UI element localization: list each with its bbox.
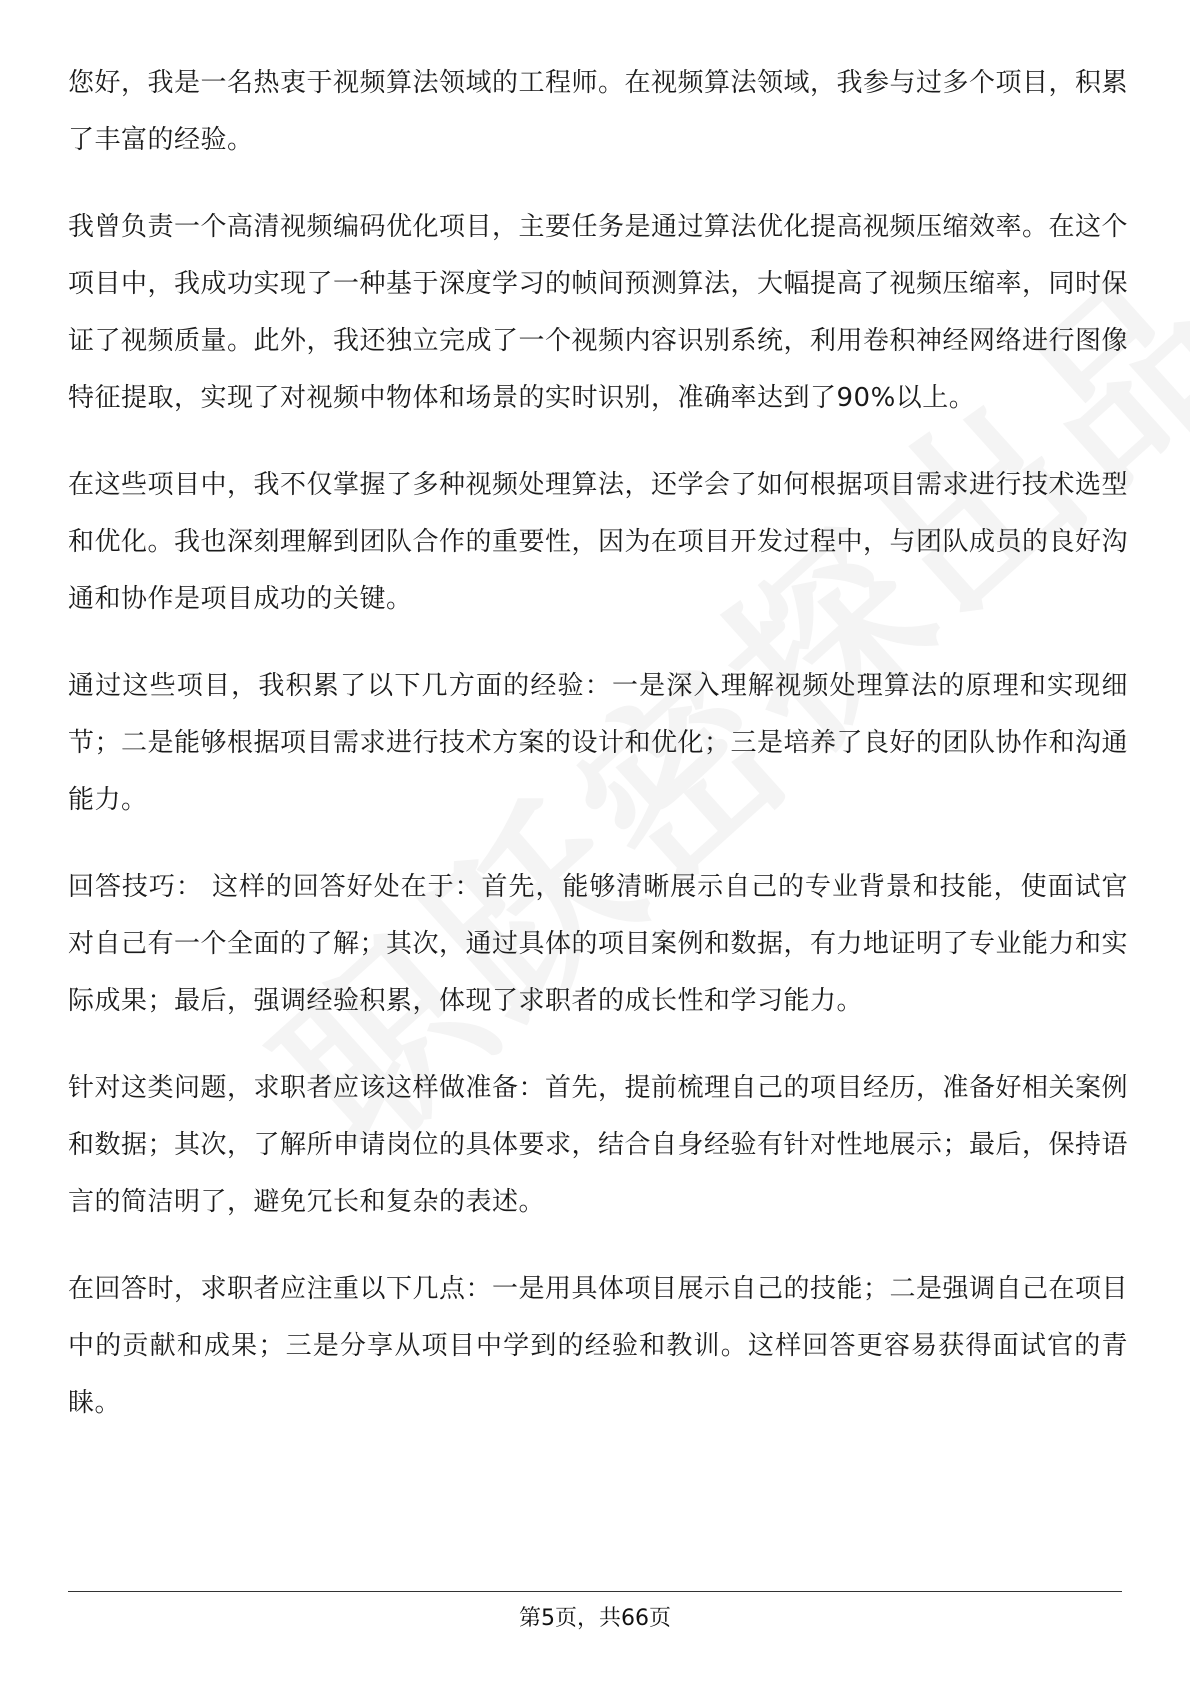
- paragraph-intro: 您好，我是一名热衷于视频算法领域的工程师。在视频算法领域，我参与过多个项目，积累了丰富的经验。: [68, 68, 1129, 155]
- paragraph-preparation: 针对这类问题，求职者应该这样做准备：首先，提前梳理自己的项目经历，准备好相关案例和数据；其次，了解所申请岗位的具体要求，结合自身经验有针对性地展示；最后，保持语言的简洁明了，避免冗长和复杂的表述。: [68, 1073, 1129, 1217]
- paragraph-answer-tips: 回答技巧： 这样的回答好处在于：首先，能够清晰展示自己的专业背景和技能，使面试官对自己有一个全面的了解；其次，通过具体的项目案例和数据，有力地证明了专业能力和实际成果；最后，强调经验积累，体现了求职者的成长性和学习能力。: [68, 872, 1129, 1016]
- paragraph-experience: 通过这些项目，我积累了以下几方面的经验：一是深入理解视频处理算法的原理和实现细节；二是能够根据项目需求进行技术方案的设计和优化；三是培养了良好的团队协作和沟通能力。: [68, 671, 1129, 815]
- page-number: 第5页，共66页: [519, 1606, 671, 1631]
- paragraph-projects: 我曾负责一个高清视频编码优化项目，主要任务是通过算法优化提高视频压缩效率。在这个项目中，我成功实现了一种基于深度学习的帧间预测算法，大幅提高了视频压缩率，同时保证了视频质量。此外，我还独立完成了一个视频内容识别系统，利用卷积神经网络进行图像特征提取，实现了对视频中物体和场景的实时识别，准确率达到了90%以上。: [68, 212, 1129, 413]
- footer-divider: [68, 1591, 1122, 1592]
- document-body: [68, 55, 1128, 1462]
- paragraph-skills: 在这些项目中，我不仅掌握了多种视频处理算法，还学会了如何根据项目需求进行技术选型和优化。我也深刻理解到团队合作的重要性，因为在项目开发过程中，与团队成员的良好沟通和协作是项目成功的关键。: [68, 470, 1129, 614]
- paragraph-key-points: 在回答时，求职者应注重以下几点：一是用具体项目展示自己的技能；二是强调自己在项目中的贡献和成果；三是分享从项目中学到的经验和教训。这样回答更容易获得面试官的青睐。: [68, 1274, 1129, 1418]
